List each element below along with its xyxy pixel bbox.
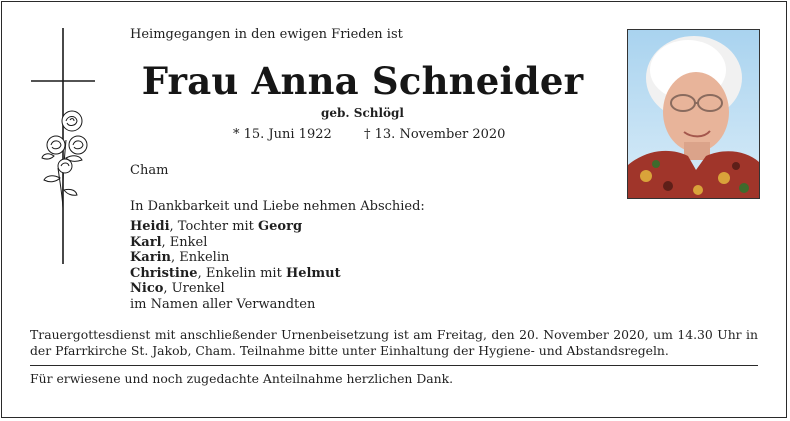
relatives-line: im Namen aller Verwandten — [130, 296, 316, 312]
town-name: Cham — [130, 163, 169, 178]
mourner-row: Nico, Urenkel — [130, 281, 225, 296]
mourner-row: Karl, Enkel — [130, 234, 208, 250]
mourners-list — [130, 219, 341, 312]
cross-with-roses-icon — [30, 28, 96, 264]
mourner-row: Heidi, Tochter mit Georg — [130, 219, 303, 234]
deceased-name: Frau Anna Schneider — [141, 59, 584, 103]
maiden-name: geb. Schlögl — [321, 106, 404, 120]
farewell-line: In Dankbarkeit und Liebe nehmen Abschied: — [130, 199, 425, 214]
service-text: Trauergottesdienst mit anschließender Urnenbeisetzung ist am Freitag, den 20. November 2020, um 14.30 Uhr in der Pfarrkirche St. Jakob, Cham. Teilnahme bitte unter Einhaltung der Hygiene- und Abstandsregeln. — [30, 327, 758, 358]
mourner-row: Karin, Enkelin — [130, 250, 230, 265]
divider — [30, 365, 758, 366]
birth-date: * 15. Juni 1922 — [233, 127, 332, 142]
intro-line: Heimgegangen in den ewigen Frieden ist — [130, 27, 403, 42]
portrait-photo — [627, 29, 760, 199]
death-date: † 13. November 2020 — [364, 127, 506, 142]
mourner-row: Christine, Enkelin mit Helmut — [130, 265, 341, 281]
thanks-line: Für erwiesene und noch zugedachte Anteilnahme herzlichen Dank. — [30, 371, 454, 386]
